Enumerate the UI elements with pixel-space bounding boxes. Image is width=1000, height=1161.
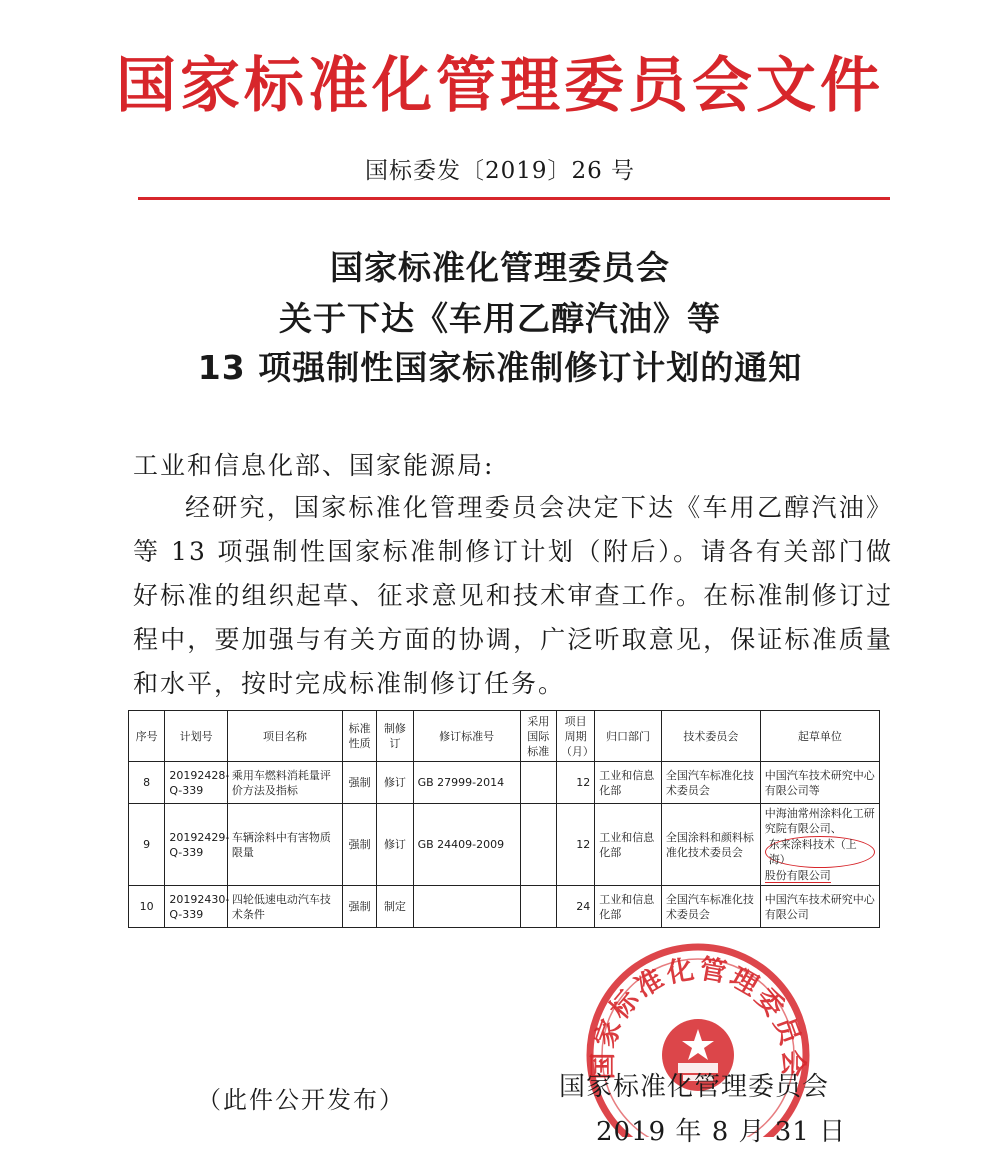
cell-nature: 强制: [342, 886, 376, 928]
cell-period: 24: [556, 886, 594, 928]
cell-dept: 工业和信息化部: [595, 886, 662, 928]
red-divider: [138, 197, 890, 200]
cell-seq: 8: [129, 762, 165, 804]
header-intl: 采用国际标准: [520, 711, 556, 762]
drafter-highlight-ellipse: 东来涂料技术（上海）: [765, 836, 875, 868]
header-type: 制修订: [377, 711, 413, 762]
cell-intl: [520, 804, 556, 886]
cell-name: 车辆涂料中有害物质限量: [227, 804, 342, 886]
header-drafter: 起草单位: [760, 711, 879, 762]
cell-seq: 9: [129, 804, 165, 886]
cell-type: 制定: [377, 886, 413, 928]
cell-period: 12: [556, 762, 594, 804]
cell-plan-no: 20192429-Q-339: [165, 804, 228, 886]
header-committee: 技术委员会: [661, 711, 760, 762]
table-row: [129, 762, 880, 804]
header-dept: 归口部门: [595, 711, 662, 762]
cell-std-no: GB 24409-2009: [413, 804, 520, 886]
cell-drafter: [760, 886, 879, 928]
cell-std-no: [413, 886, 520, 928]
title-line-2: 关于下达《车用乙醇汽油》等: [279, 299, 721, 338]
cell-drafter: [760, 762, 879, 804]
issue-date: 2019 年 8 月 31 日: [596, 1117, 847, 1147]
addressee: 工业和信息化部、国家能源局:: [133, 451, 495, 480]
cell-committee: 全国汽车标准化技术委员会: [661, 762, 760, 804]
header-std-no: 修订标准号: [413, 711, 520, 762]
drafter-text: 中海油常州涂料化工研究院有限公司、: [764, 807, 875, 835]
header-seq: 序号: [129, 711, 165, 762]
drafter-text: 中国汽车技术研究中心有限公司等: [764, 768, 875, 797]
seal-text: 国家标准化管理委员会: [587, 953, 809, 1080]
header-name: 项目名称: [227, 711, 342, 762]
cell-period: 12: [556, 804, 594, 886]
plan-table: [128, 710, 880, 928]
cell-name: 乘用车燃料消耗量评价方法及指标: [227, 762, 342, 804]
official-seal: [563, 937, 833, 1137]
cell-dept: 工业和信息化部: [595, 804, 662, 886]
cell-committee: 全国汽车标准化技术委员会: [661, 886, 760, 928]
cell-intl: [520, 762, 556, 804]
public-release-note: （此件公开发布）: [197, 1086, 405, 1114]
cell-plan-no: 20192428-Q-339: [165, 762, 228, 804]
table-row: [129, 804, 880, 886]
table-row: [129, 886, 880, 928]
drafter-highlight-underline: 股份有限公司: [764, 869, 831, 882]
header-nature: 标准性质: [342, 711, 376, 762]
title-line-1: 国家标准化管理委员会: [330, 248, 670, 287]
title-line-3: 13 项强制性国家标准制修订计划的通知: [197, 348, 803, 387]
cell-nature: 强制: [342, 804, 376, 886]
cell-nature: 强制: [342, 762, 376, 804]
drafter-text: 中国汽车技术研究中心有限公司: [764, 892, 875, 921]
cell-committee: 全国涂料和颜料标准化技术委员会: [661, 804, 760, 886]
document-number: 国标委发〔2019〕26 号: [364, 158, 636, 184]
cell-name: 四轮低速电动汽车技术条件: [227, 886, 342, 928]
cell-type: 修订: [377, 804, 413, 886]
body-paragraph: 经研究，国家标准化管理委员会决定下达《车用乙醇汽油》等 13 项强制性国家标准制修订计划（附后）。请各有关部门做好标准的组织起草、征求意见和技术审查工作。在标准制修订过程中，要加强与有关方面的协调，广泛听取意见，保证标准质量和水平，按时完成标准制修订任务。: [133, 493, 893, 698]
header-plan-no: 计划号: [165, 711, 228, 762]
cell-plan-no: 20192430-Q-339: [165, 886, 228, 928]
cell-seq: 10: [129, 886, 165, 928]
table-header-row: [129, 711, 880, 762]
cell-type: 修订: [377, 762, 413, 804]
cell-dept: 工业和信息化部: [595, 762, 662, 804]
issuer-signature: 国家标准化管理委员会: [559, 1072, 830, 1102]
cell-std-no: GB 27999-2014: [413, 762, 520, 804]
issuer-header: 国家标准化管理委员会文件: [116, 51, 884, 121]
cell-intl: [520, 886, 556, 928]
header-period: 项目周期（月）: [556, 711, 594, 762]
cell-drafter: [760, 804, 879, 886]
